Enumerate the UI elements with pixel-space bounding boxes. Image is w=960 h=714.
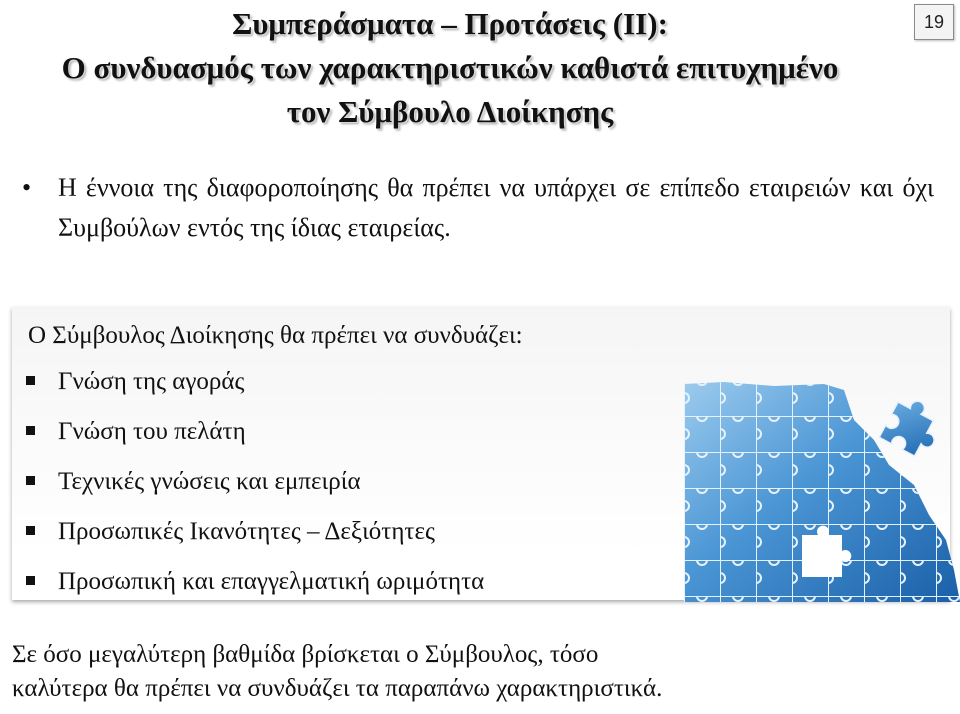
slide-title-line-1: Συμπεράσματα – Προτάσεις (ΙΙ): xyxy=(232,6,668,41)
conclusion-text xyxy=(12,638,952,706)
bullet-paragraph xyxy=(22,168,934,248)
skills-heading: Ο Σύμβουλος Διοίκησης θα πρέπει να συνδυάζει: xyxy=(28,322,523,349)
square-bullet-icon xyxy=(26,476,35,485)
square-bullet-icon xyxy=(26,576,35,585)
list-item xyxy=(22,515,484,565)
list-item xyxy=(22,415,484,465)
bullet-icon: • xyxy=(22,173,32,202)
bullet-text: Η έννοια της διαφοροποίησης θα πρέπει να υπάρχει σε επίπεδο εταιρειών και όχι Συμβούλων εντός της ίδιας εταιρείας. xyxy=(58,173,934,242)
list-item xyxy=(22,565,484,615)
square-bullet-icon xyxy=(26,526,35,535)
slide-title-line-3: τον Σύμβουλο Διοίκησης xyxy=(286,94,614,129)
list-item xyxy=(22,365,484,415)
square-bullet-icon xyxy=(26,376,35,385)
slide-title xyxy=(0,2,900,134)
list-item-text: Τεχνικές γνώσεις και εμπειρία xyxy=(58,468,361,495)
conclusion-line-2: καλύτερα θα πρέπει να συνδυάζει τα παραπάνω χαρακτηριστικά. xyxy=(12,675,663,702)
square-bullet-icon xyxy=(26,426,35,435)
list-item-text: Γνώση της αγοράς xyxy=(58,368,245,395)
list-item-text: Γνώση του πελάτη xyxy=(58,418,246,445)
slide-number: 19 xyxy=(914,4,954,40)
slide-title-line-2: Ο συνδυασμός των χαρακτηριστικών καθιστά επιτυχημένο xyxy=(61,50,839,85)
conclusion-line-1: Σε όσο μεγαλύτερη βαθμίδα βρίσκεται ο Σύμβουλος, τόσο xyxy=(12,641,599,668)
list-item-text: Προσωπικές Ικανότητες – Δεξιότητες xyxy=(58,518,435,545)
list-item-text: Προσωπική και επαγγελματική ωριμότητα xyxy=(58,568,485,595)
puzzle-icon xyxy=(684,380,960,602)
list-item xyxy=(22,465,484,515)
skills-list xyxy=(22,365,484,615)
